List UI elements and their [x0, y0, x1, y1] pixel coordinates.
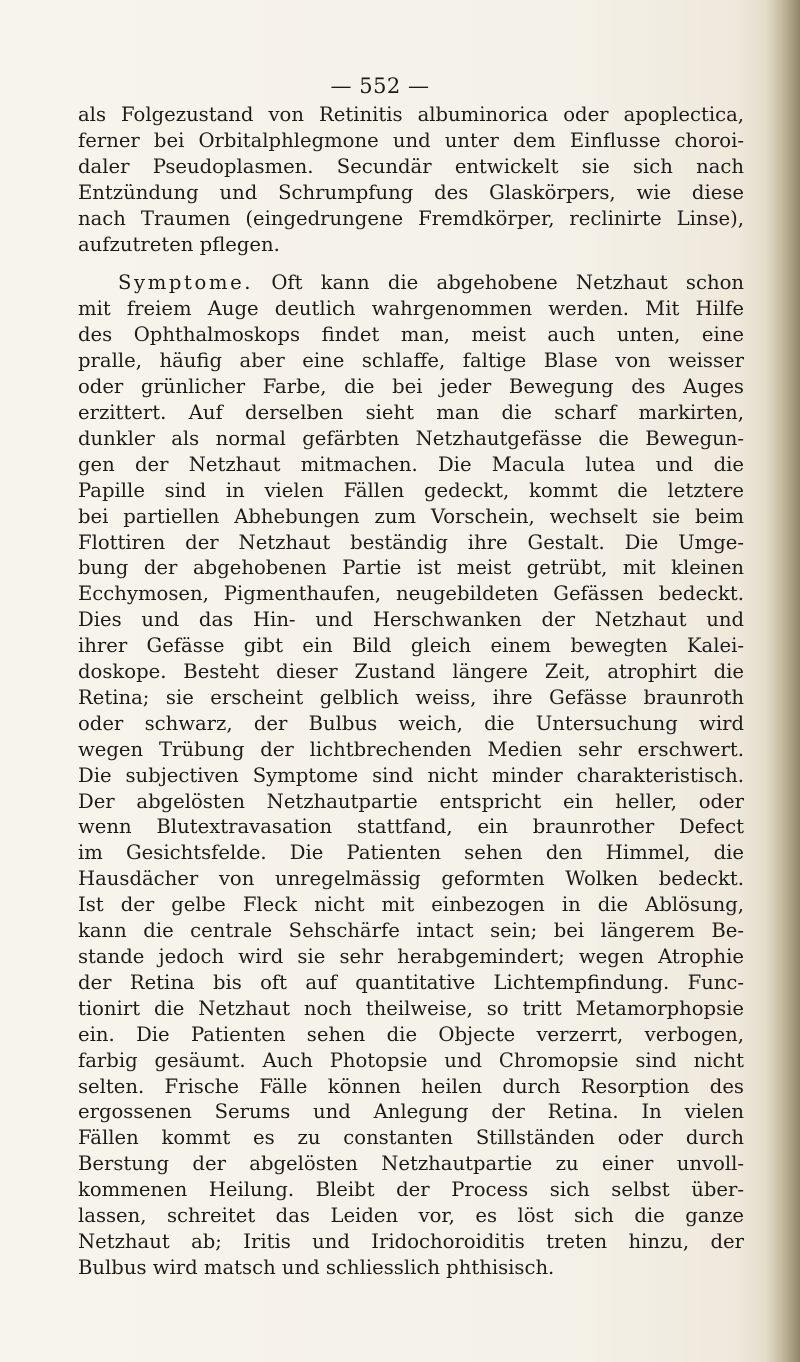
text-line: ferner bei Orbitalphlegmone und unter dem Einflusse choroi- [78, 128, 744, 152]
text-line: bei partiellen Abhebungen zum Vorschein, wechselt sie beim [78, 504, 744, 528]
text-line: wenn Blutextravasation stattfand, ein braunrother Defect [78, 815, 744, 839]
text-line: gen der Netzhaut mitmachen. Die Macula lutea und die [78, 452, 744, 476]
text-line: bung der abgehobenen Partie ist meist getrübt, mit kleinen [78, 556, 744, 580]
paragraph-aetiology [78, 102, 744, 257]
text-line: Entzündung und Schrumpfung des Glaskörpers, wie diese [78, 180, 744, 204]
text-line: Die subjectiven Symptome sind nicht minder charakteristisch. [78, 763, 744, 787]
text-line: Berstung der abgelösten Netzhautpartie zu einer unvoll- [78, 1152, 744, 1176]
text-line: ihrer Gefässe gibt ein Bild gleich einem bewegten Kalei- [78, 634, 744, 658]
text-line: selten. Frische Fälle können heilen durch Resorption des [78, 1074, 744, 1098]
text-line: erzittert. Auf derselben sieht man die scharf markirten, [78, 400, 744, 424]
text-line: aufzutreten pflegen. [78, 232, 280, 256]
text-line: lassen, schreitet das Leiden vor, es löst sich die ganze [78, 1204, 744, 1228]
page-number: — 552 — [330, 74, 430, 98]
text-line: Hausdächer von unregelmässig geformten Wolken bedeckt. [78, 867, 744, 891]
section-heading: Symptome. [118, 271, 254, 295]
paragraph-gap [78, 257, 744, 270]
text-line: Der abgelösten Netzhautpartie entspricht ein heller, oder [78, 789, 744, 813]
text-line: Fällen kommt es zu constanten Stillständen oder durch [78, 1126, 744, 1150]
text-line: Dies und das Hin- und Herschwanken der Netzhaut und [78, 608, 744, 632]
text-line: dunkler als normal gefärbten Netzhautgefässe die Bewegun- [78, 426, 744, 450]
text-line: doskope. Besteht dieser Zustand längere Zeit, atrophirt die [78, 660, 744, 684]
text-line: ein. Die Patienten sehen die Objecte verzerrt, verbogen, [78, 1022, 744, 1046]
text-line: ergossenen Serums und Anlegung der Retina. In vielen [78, 1100, 744, 1124]
page-edge-shadow [766, 0, 800, 1362]
text-line: kann die centrale Sehschärfe intact sein; bei längerem Be- [78, 919, 744, 943]
text-line: oder grünlicher Farbe, die bei jeder Bewegung des Auges [78, 375, 744, 399]
text-line: daler Pseudoplasmen. Secundär entwickelt sie sich nach [78, 154, 744, 178]
text-line: farbig gesäumt. Auch Photopsie und Chromopsie sind nicht [78, 1048, 744, 1072]
text-line: Papille sind in vielen Fällen gedeckt, kommt die letztere [78, 478, 744, 502]
text-line: nach Traumen (eingedrungene Fremdkörper, reclinirte Linse), [78, 206, 744, 230]
text-line-rest: Oft kann die abgehobene Netzhaut schon [271, 271, 744, 295]
paragraph-symptoms [78, 270, 744, 1280]
text-line: als Folgezustand von Retinitis albuminorica oder apoplectica, [78, 103, 744, 126]
text-line: der Retina bis oft auf quantitative Lichtempfindung. Func- [78, 970, 744, 994]
text-line: stande jedoch wird sie sehr herabgemindert; wegen Atrophie [78, 945, 744, 968]
text-line: mit freiem Auge deutlich wahrgenommen werden. Mit Hilfe [78, 297, 744, 321]
text-line: Ist der gelbe Fleck nicht mit einbezogen in die Ablösung, [78, 893, 744, 917]
text-line: Netzhaut ab; Iritis und Iridochoroiditis treten hinzu, der [78, 1229, 744, 1253]
text-line: oder schwarz, der Bulbus weich, die Untersuchung wird [78, 711, 744, 735]
text-line: Bulbus wird matsch und schliesslich phthisisch. [78, 1255, 555, 1279]
text-line: Flottiren der Netzhaut beständig ihre Gestalt. Die Umge- [78, 530, 744, 554]
text-line: pralle, häufig aber eine schlaffe, faltige Blase von weisser [78, 349, 744, 373]
text-line: kommenen Heilung. Bleibt der Process sich selbst über- [78, 1178, 744, 1202]
text-line: Ecchymosen, Pigmenthaufen, neugebildeten Gefässen bedeckt. [78, 582, 744, 606]
text-line: im Gesichtsfelde. Die Patienten sehen den Himmel, die [78, 841, 744, 865]
text-line: wegen Trübung der lichtbrechenden Medien sehr erschwert. [78, 737, 744, 761]
text-line: Retina; sie erscheint gelblich weiss, ihre Gefässe braunroth [78, 685, 744, 709]
text-line [78, 270, 744, 296]
text-line: tionirt die Netzhaut noch theilweise, so tritt Metamorphopsie [78, 996, 744, 1020]
text-line: des Ophthalmoskops findet man, meist auch unten, eine [78, 323, 744, 347]
body-text [78, 102, 744, 1281]
